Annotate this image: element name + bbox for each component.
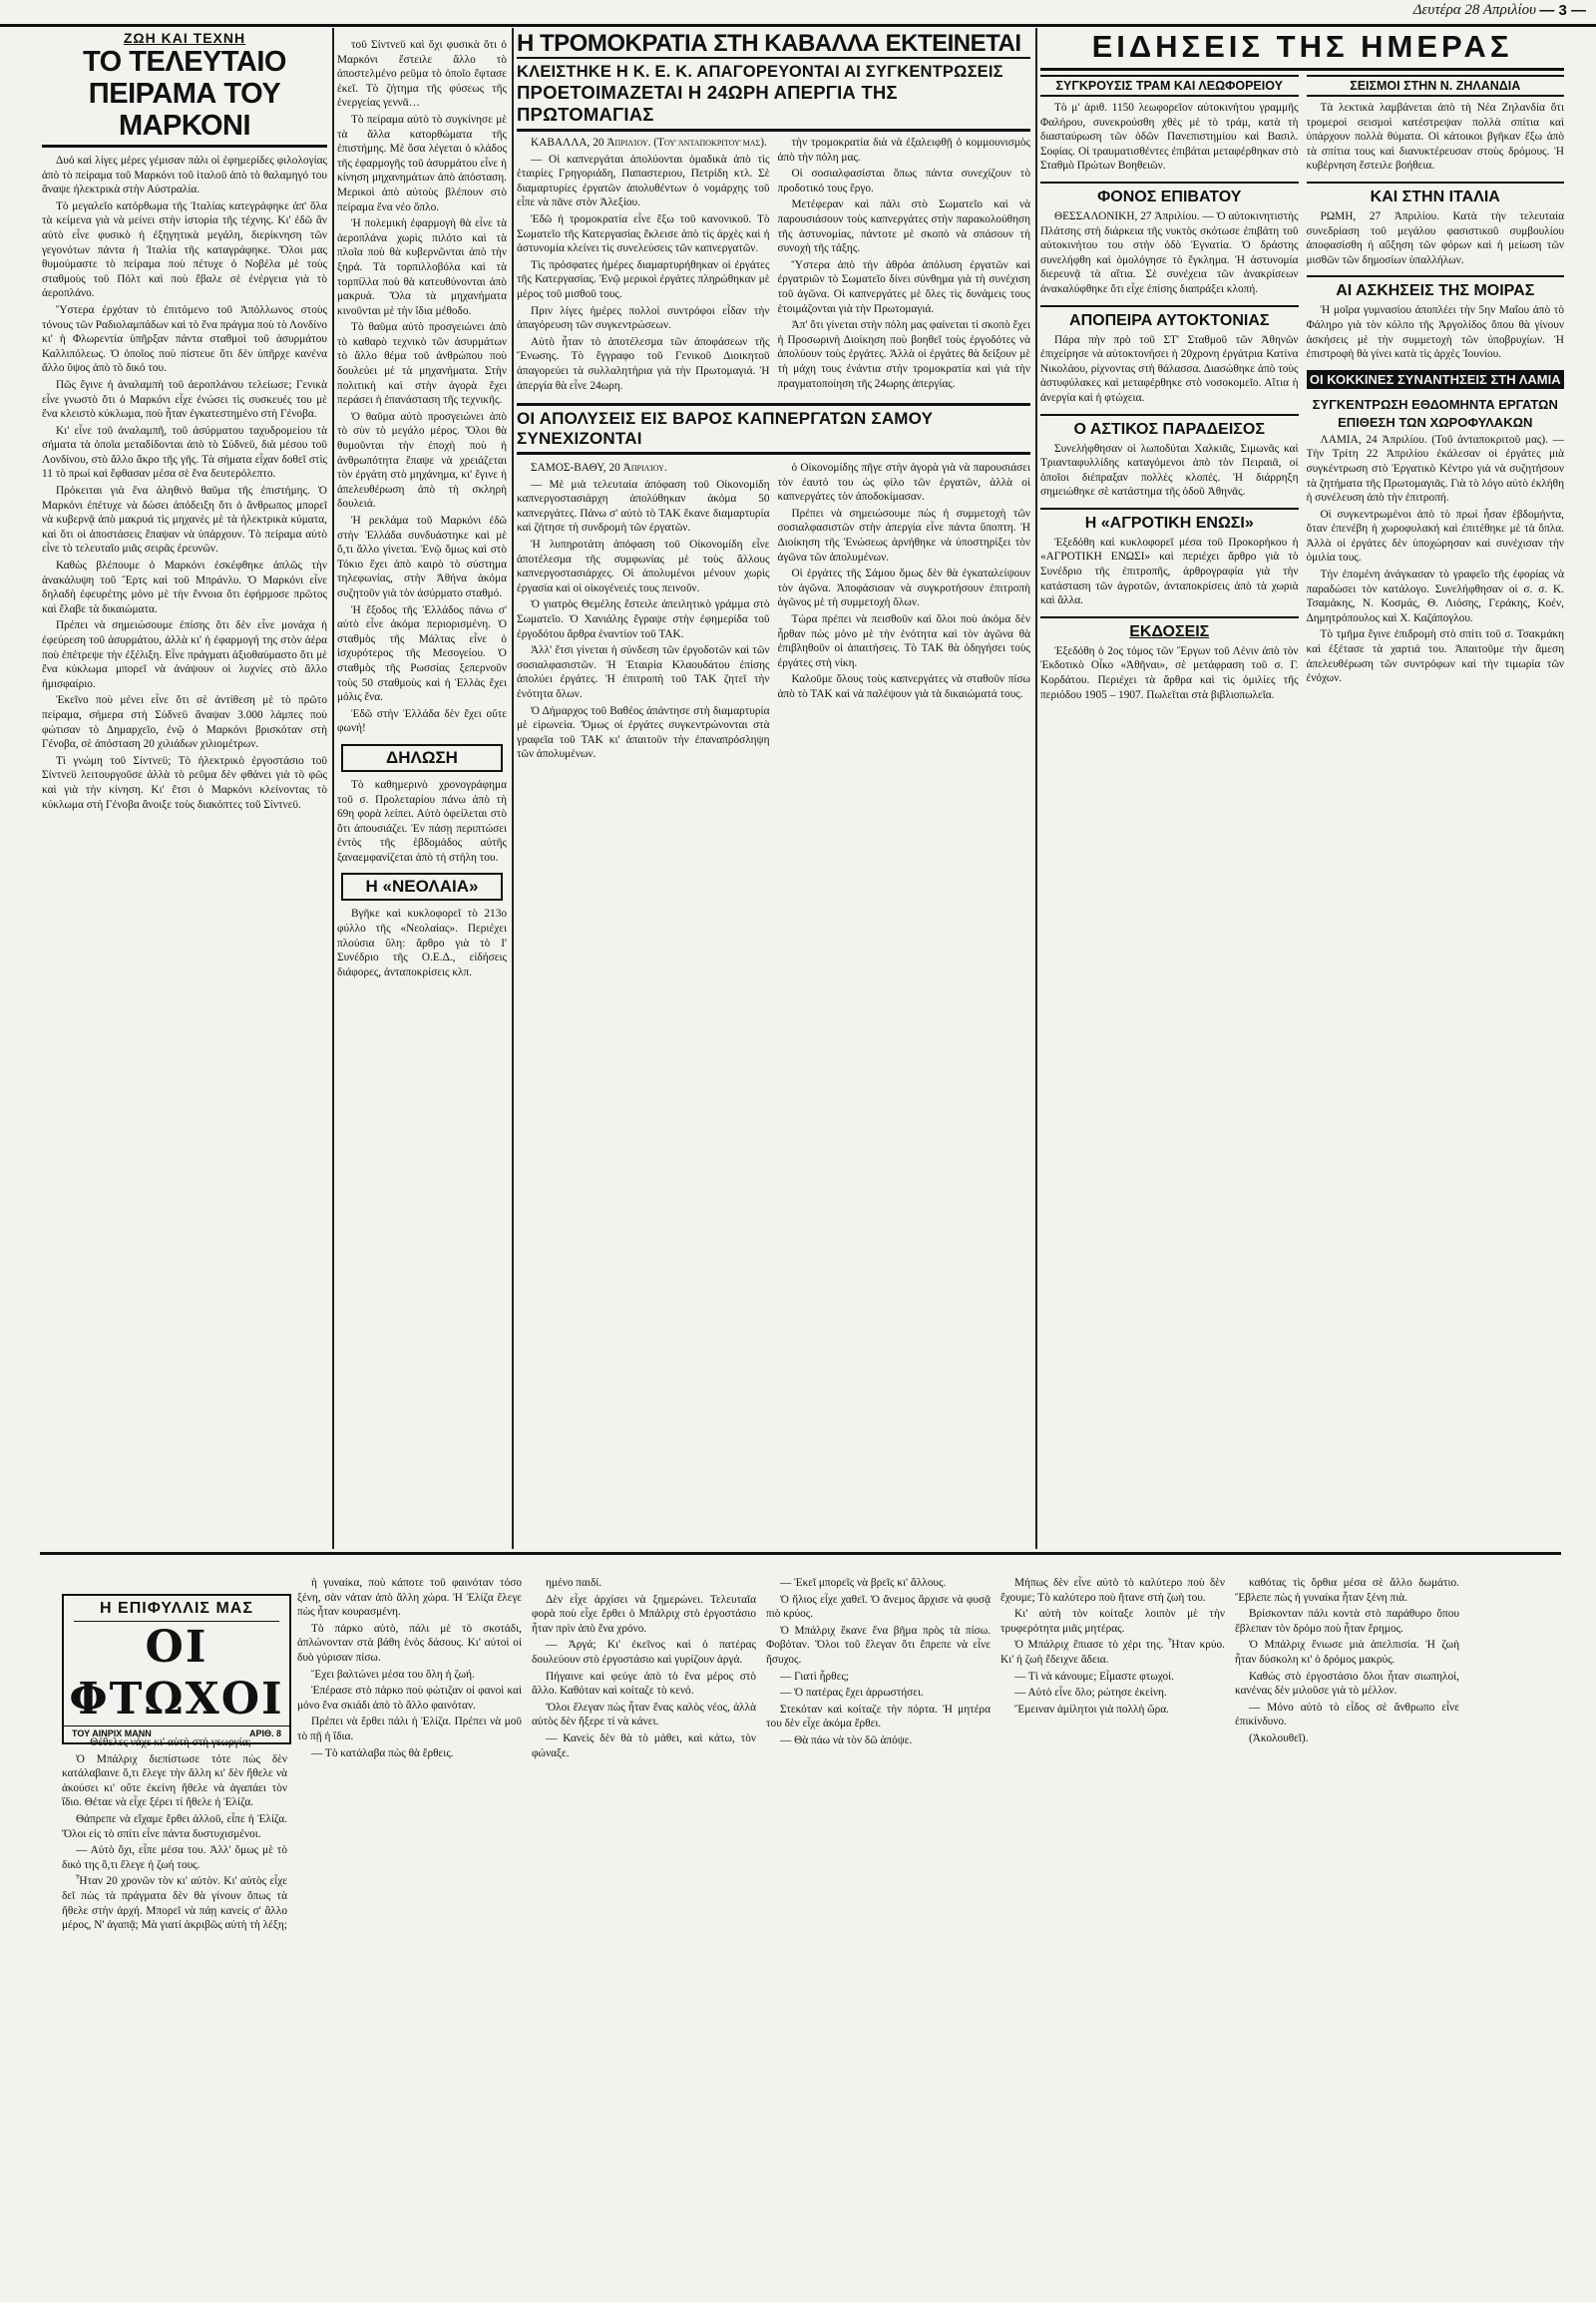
article-paragraph: Ἡ ἔξοδος τῆς Ἑλλάδος πάνω σ' αὐτὸ εἶνε ἀκόμα περιορισμένη. Ὁ σταθμὸς τῆς Μάλτας εἶνε ὁ ἰσχυρότερος τῆς Μεσογείου. Ὁ σταθμὸς τῆς Ρωσσίας ξεπερνοῦν τοὺς 50 σταθμοὺς καὶ ἡ Ἑλλὰς ἔχει μόλις ἕνα. [337, 603, 507, 704]
feuilleton-column [766, 1576, 991, 2274]
feuilleton-paragraph: Ὁ Μπάλριχ ἔνιωσε μιὰ ἀπελπισία. Ἡ ζωὴ ἦταν δύσκολη κι' ὁ δρόμος μακρύς. [1235, 1639, 1459, 1666]
header-date: Δευτέρα 28 Απριλίου [1412, 2, 1536, 18]
article-body [517, 136, 1030, 395]
article-paragraph: Πρέπει νὰ σημειώσουμε ἐπίσης ὅτι δὲν εἶνε μονάχα ἡ ἐφεύρεση τοῦ ἀσυρμάτου, ἀλλὰ κι' ἡ ἐφαρμογή της στὸν ἀέρα ποὺ ἐπέτρεψε τὴν ἐξέλιξη. Εἶνε πράγματι ἀξιοθαύμαστο ὅτι μὲ ἕνα κύκλωμα μπορεῖ νὰ ἀνάψουν οἱ λυχνίες στὸ ἄλλο ἡμισφαίριο. [42, 619, 327, 690]
dateline: ΚΑΒΑΛΛΑ, 20 Ἀπριλίου. (Τοῦ ἀνταποκριτοῦ μας). [531, 137, 767, 149]
feuilleton-paragraph: Καθώς στὸ ἐργοστάσιο ὅλοι ἦταν σιωπηλοί, κανένας δὲν μιλοῦσε γιὰ τὸ μέλλον. [1235, 1670, 1459, 1698]
article-paragraph: Ἡ πολεμικὴ ἐφαρμογὴ θὰ εἶνε τὰ ἀεροπλάνα χωρὶς πιλότο καὶ τὰ πλοῖα ποὺ θὰ κυβερνῶνται ἀπὸ τὴν ξηρά. Τὰ τορπιλλοβόλα καὶ τὰ τορπίλλα ποὺ θὰ κατευθύνονται ἀπὸ μακρυά. Ὅλα τὰ μηχανήματα κινοῦνται μὲ τὴν ἴδια μέθοδο. [337, 217, 507, 317]
news-text: Τὰ λεκτικὰ λαμβάνεται ἀπὸ τὴ Νέα Ζηλανδία ὅτι τρομεροὶ σεισμοὶ κατέστρεψαν πολλὰ σπίτια καὶ ὑπάρχουν πολλὰ θύματα. Οἱ κάτοικοι βγῆκαν ἔξω ἀπὸ τὰ σπίτια τους καὶ διανυκτέρευσαν στοὺς δρόμους. Ἡ κυβέρνηση ἔστειλε βοήθεια. [1306, 102, 1564, 173]
feuilleton-paragraph: — Γιατὶ ἦρθες; [780, 1670, 849, 1683]
feuilleton-paragraph: Πήγαινε καὶ φεύγε ἀπὸ τὸ ἕνα μέρος στὸ ἄλλο. Καθόταν καὶ κοίταζε τὸ κενό. [532, 1670, 756, 1698]
column-rule [512, 28, 514, 1549]
article-paragraph: Πριν λίγες ἡμέρες πολλοὶ συντρόφοι εἶδαν τὴν ἀπαγόρευση τῶν συγκεντρώσεων. [517, 304, 770, 332]
article-paragraph: Ἐκεῖνο ποὺ μένει εἶνε ὅτι σὲ ἀντίθεση μὲ τὸ πρῶτο πείραμα, σήμερα στὴ Σύδνεϋ ἄναψαν 3.000 λάμπες ποὺ φώτισαν τὸ Δημαρχεῖο, ἐνῷ ὁ Μαρκόνι βρισκόταν στὴ Γένοβα, σὲ ἀπόσταση 20 χιλιάδων χιλιομέτρων. [42, 694, 327, 751]
news-text: Ἡ μοῖρα γυμνασίου ἀποπλέει τὴν 5ην Μαΐου ἀπὸ τὸ Φάληρο γιὰ τὸν κόλπο τῆς Ἀργολίδος ὅπου θὰ γίνουν ἀσκήσεις μὲ τὴν συμμετοχὴ τῶν ὑποβρυχίων. Ἡ ἐπιστροφὴ θὰ γίνει κατὰ τὶς ἀρχὲς Ἰουνίου. [1306, 304, 1564, 361]
feuilleton-paragraph: Πρέπει νὰ ἔρθει πάλι ἡ Ἐλίζα. Πρέπει νὰ μοῦ τὸ πῇ ἡ ἴδια. [297, 1716, 522, 1742]
article-paragraph: τοῦ Σίντνεϋ καὶ ὄχι φυσικὰ ὅτι ὁ Μαρκόνι ἔστειλε ἄλλο τὸ ἀποστελμένο ρεῦμα τὸ ὁποῖο ἔφτασε ἐκεῖ. Τὸ ζήτημα τῆς φύσεως τῆς ἐνεργείας γεννᾶ… [337, 39, 507, 110]
article-paragraph: Ἀπ' ὅτι γίνεται στὴν πόλη μας φαίνεται τὶ σκοπὸ ἔχει ἡ Προσωρινὴ Διοίκηση ποὺ βοηθεῖ τοὺς ἐργοδότες νὰ ἀπολύουν τοὺς ἐργάτες. Ἀλλὰ οἱ ἐργάτες θὰ δείξουν μὲ τὴ μάχη τους ἐνάντια στὴν τρομοκρατία καὶ γιὰ τὴν πραγματοποίηση τῆς 24ωρης ἀπεργίας. [777, 319, 1030, 390]
feuilleton-paragraph: Ὅλοι ἔλεγαν πὼς ἦταν ἕνας καλὸς νέος, ἀλλὰ αὐτὸς δὲν ἤξερε τί νὰ κάνει. [532, 1701, 756, 1728]
article-paragraph: — Μὲ μιὰ τελευταία ἀπόφαση τοῦ Οἰκονομίδη καπνεργοστασιάρχη ἀπολύθηκαν ἀκόμα 50 καπνεργάτες. Πάνω σ' αὐτὸ τὸ ΤΑΚ ἔκανε διαμαρτυρία καὶ ζήτησε τὴ συνδρομὴ τῶν ἐργατῶν. [517, 478, 770, 535]
feuilleton-paragraph: — Θέθελες νἆχε κι' αὐτὴ στὴ γεωργία; [76, 1736, 251, 1748]
article-subheadline: ΚΛΕΙΣΤΗΚΕ Η Κ. Ε. Κ. ΑΠΑΓΟΡΕΥΟΝΤΑΙ ΑΙ ΣΥΓΚΕΝΤΡΩΣΕΙΣ [517, 57, 1030, 82]
dateline: ΣΑΜΟΣ-ΒΑΘΥ, 20 Ἀπριλίου. [531, 462, 667, 475]
feuilleton-paragraph: — Αὐτὸ εἶνε ὅλο; ρώτησε ἐκείνη. [1014, 1687, 1167, 1700]
news-heading: ΕΠΙΘΕΣΗ ΤΩΝ ΧΩΡΟΦΥΛΑΚΩΝ [1338, 414, 1533, 430]
news-heading: ΑΠΟΠΕΙΡΑ ΑΥΤΟΚΤΟΝΙΑΣ [1040, 305, 1299, 330]
feuilleton-paragraph: Κι' αὐτὴ τὸν κοίταξε λοιπὸν μὲ τὴν τρυφερότητα μιᾶς μητέρας. [1000, 1608, 1225, 1635]
page-header [0, 0, 1596, 27]
article-marconi-continued [337, 38, 507, 1564]
article-subheadline: ΠΡΟΕΤΟΙΜΑΖΕΤΑΙ Η 24ΩΡΗ ΑΠΕΡΓΙΑ ΤΗΣ ΠΡΩΤΟΜΑΓΙΑΣ [517, 82, 1030, 132]
news-heading: ΑΙ ΑΣΚΗΣΕΙΣ ΤΗΣ ΜΟΙΡΑΣ [1307, 275, 1565, 300]
news-of-the-day [1040, 30, 1564, 1556]
article-paragraph: Ἡ λυπηροτάτη ἀπόφαση τοῦ Οἰκονομίδη εἶνε ἀποτέλεσμα τῆς συμφωνίας μὲ τοὺς ἄλλους καπνεργοστασιάρχες. Οἱ ἀπολυμένοι μένουν χωρὶς ἐργασία καὶ οἱ οἰκογένειές τους πεινοῦν. [517, 539, 770, 594]
article-paragraph: Μετέφεραν καὶ πάλι στὸ Σωματεῖο καὶ νὰ παρουσιάσουν τοὺς καπνεργάτες στὴν παρακολούθηση τῆς ἀστυνομίας, πάντοτε μὲ σκοπὸ νὰ σπάσουν τὴ συνοχὴ τῆς τάξης. [777, 198, 1030, 255]
feuilleton-paragraph: ἡ γυναίκα, ποὺ κάποτε τοῦ φαινόταν τόσο ξένη, σὰν νάταν ἀπὸ ἄλλη χώρα. Ἡ Ἐλίζα ἔλεγε πὼς ἦταν κουρασμένη. [297, 1577, 522, 1619]
column-rule [332, 28, 334, 1549]
article-paragraph: Ὕστερα ἀπὸ τὴν ἀθρόα ἀπόλυση ἐργατῶν καὶ ἐργατριῶν τὸ Σωματεῖο δίνει σύνθημα γιὰ τὴ συνέχιση τοῦ ἀγῶνα. Οἱ καπνεργάτες μὲ ὅλες τὶς δυνάμεις τους ἑτοιμάζονται γιὰ τὴν Πρωτομαγιά. [777, 258, 1030, 315]
feuilleton-paragraph: Ὁ Μπάλριχ ἔπιασε τὸ χέρι της. Ἦταν κρύο. Κι' ἡ ζωὴ ἔδειχνε ἄδεια. [1000, 1639, 1225, 1666]
article-paragraph: Ἀλλ' ἔτσι γίνεται ἡ σύνδεση τῶν ἐργοδοτῶν καὶ τῶν σοσιαλφασιστῶν. Ἡ Ἑταιρία Κλαουδάτου ἐπίσης ἀπολύει ἐργάτες. Ἡ ἐπιτροπὴ τοῦ ΤΑΚ ζητεῖ τὴν ἐνότητα ὅλων. [517, 644, 770, 700]
article-paragraph: Τὶς πρόσφατες ἡμέρες διαμαρτυρήθηκαν οἱ ἐργάτες τῆς Κατεργασίας. Ἐνῷ μερικοὶ ἐργάτες πληρώθηκαν μὲ μέρος τοῦ μισθοῦ τους. [517, 258, 770, 300]
feuilleton-paragraph: καθότας τὶς ὄρθια μέσα σὲ ἄλλο δωμάτιο. Ἔβλεπε πὼς ἡ γυναίκα ἦταν ξένη πιὰ. [1235, 1577, 1459, 1604]
article-paragraph: Ἡ ρεκλάμα τοῦ Μαρκόνι ἐδῶ στὴν Ἑλλάδα συνδυάστηκε καὶ μὲ ὅ,τι ἄλλο γίνεται. Ἐνῷ ὅμως καὶ στὸ Τόκιο ἔχει ἀπὸ καιρὸ τὸ σύστημα τηλεφωνίας, στὴν Ἀθήνα ἀκόμα συζητοῦν γιὰ τὸν ἀσύρματο σταθμό. [337, 515, 507, 599]
article-marconi [42, 30, 327, 1556]
article-paragraph: Οἱ σοσιαλφασίσται ὅπως πάντα συνεχίζουν τὸ προδοτικό τους ἔργο. [777, 168, 1030, 194]
article-paragraph: Ὁ Δήμαρχος τοῦ Βαθέος ἀπάντησε στὴ διαμαρτυρία μὲ εἰρωνεία. Ὅμως οἱ ἐργάτες συγκεντρώνονται στὰ γραφεῖα τοῦ ΤΑΚ κι' ἀπαιτοῦν τὴν ἐπαναπρόσληψη τῶν ἀπολυμένων. [517, 704, 770, 761]
feuilleton-author: ΤΟΥ ΑΙΝΡΙΧ ΜΑΝΝ [72, 1728, 152, 1738]
feuilleton-column [1000, 1576, 1225, 2274]
feuilleton-paragraph: Δὲν εἶχε ἀρχίσει νὰ ξημερώνει. Τελευταῖα φορὰ ποὺ εἶχε ἔρθει ὁ Μπάλριχ στὸ ἐργοστάσιο ἦταν πρὶν ἀπὸ ἕνα χρόνο. [532, 1593, 756, 1635]
news-text: Τὴν ἐπομένη ἀνάγκασαν τὸ γραφεῖο τῆς ἐφορίας νὰ παραδώσει τὸν κατάλογο. Συνελήφθησαν οἱ σ. σ. Κ. Τσαμάκης, Ν. Κοσμάς, Θ. Λιόσης, Γεράκης, Κοέν, Δημητρόπουλος καὶ Χ. Καζάπογλου. [1306, 569, 1564, 624]
news-text: Τὸ μ' ἀριθ. 1150 λεωφορεῖον αὐτοκινήτου γραμμῆς Φαλήρου, συνεκρούσθη χθὲς μὲ τὸ τράμ, κατὰ τὴ διασταύρωση τῶν ὁδῶν Πανεπιστημίου καὶ Βασιλ. Σοφίας. Οἱ τραυματισθέντες ἐπιβάται μεταφέρθηκαν στὸ Σταθμὸ Πρώτων Βοηθειῶν. [1040, 102, 1299, 173]
declaration-heading: ΔΗΛΩΣΗ [341, 744, 503, 772]
feuilleton-title-box [62, 1594, 291, 1744]
news-text: ΘΕΣΣΑΛΟΝΙΚΗ, 27 Ἀπριλίου. — Ὁ αὐτοκινητιστὴς Πλάτσης στὴ διάρκεια τῆς νυκτὸς σκότωσε ἐπιβάτη τοῦ αὐτοκινήτου του στὴν ὁδὸ Ἐγνατία. Ὁ δράστης συνελήφθη καὶ ὁμολόγησε τὸ ἔγκλημα. Ἡ ἀστυνομία διερευνᾷ τὰ αἴτια. Σὲ συνέχεια τῶν ἀνακρίσεων ἀνακαλύφθηκε ὅτι εἶχε ἐπίσης διαπράξει κλοπή. [1040, 209, 1299, 295]
feuilleton-number: ΑΡΙΘ. 8 [248, 1728, 281, 1738]
article-paragraph: Κι' εἶνε τοῦ ἀναλαμπῆ, τοῦ ἀσύρματου ταχυδρομείου τὰ σήματα τὰ ὁποῖα μεταδίδονται ἀπὸ τὸ Σύδνεϋ, διὰ μέσου τοῦ Λονδίνου, στὸ ἄλλο ἄκρο τῆς γῆς. Τὰ σήματα εἶχαν δοθεῖ στὶς 11 τὸ πρωί καὶ ἔφθασαν μέσα σὲ ἕνα δευτερόλεπτο. [42, 424, 327, 481]
column-rule [1035, 28, 1037, 1549]
article-paragraph: Ὕστερα ἐρχόταν τὸ ἐπιτόμενο τοῦ Ἀπόλλωνος στοὺς τόνους τῶν Ραδιολαμπάδων καὶ τὸ ἕνα πράγμα ποὺ τὸ Λονδίνο κι' ἡ Φλωρεντία ὑπῆρξαν πάντα σταθμοὶ τοῦ ἀσυρμάτου Καλλιπόλεως. Ὁ ὁποῖος ποὺ πίστευε ὅτι δὲν ὑπῆρχε κανένα ἄλλο ὕψος ἀπὸ τὸ δικό του. [42, 303, 327, 375]
news-column-left [1040, 75, 1299, 704]
feuilleton-title: ΟΙ ΦΤΩΧΟΙ [69, 1622, 284, 1725]
feuilleton-paragraph: Ἔχει βαλτώνει μέσα του ὅλη ἡ ζωή. [311, 1668, 475, 1681]
article-paragraph: Ὁ θαῦμα αὐτὸ προσγειώνει ἀπὸ τὸ σὺν τὸ μεγάλο μέρος. Ὅλοι θὰ θυμοῦνται τὴν ἐποχὴ ποὺ ἡ ἀνθρωπότητα ἔπαψε νὰ χρειάζεται τὸν ἐργάτη στὸ μηχάνημα, κι' ἔγινε ἡ ἀπελευθέρωση ἀπὸ τὴ σκληρὴ δουλειά. [337, 410, 507, 511]
article-paragraph: Ὁ γιατρὸς Θεμέλης ἔστειλε ἀπειλητικὸ γράμμα στὸ Σωματεῖο. Ὁ Χανιάλης ἔγραψε στὴν ἐφημερίδα τοῦ ἐργοδότου ἄρθρα ἐναντίον τοῦ ΤΑΚ. [517, 598, 770, 640]
article-paragraph: Τὸ πείραμα αὐτὸ τὸ συγκίνησε μὲ τὰ ἄλλα κατορθώματα τῆς ἐπιστήμης. Μὲ ὅσα λέγεται ὁ κλάδος τῆς ἐφαρμογῆς τοῦ ἀσυρμάτου εἶνε ἡ κίνηση μηχανημάτων ἀπὸ ἀπόσταση. Μερικοὶ ἀπὸ αὐτοὺς βλέπουν στὸ πείραμα ἕνα νέο ὅπλο. [337, 113, 507, 213]
feuilleton-paragraph: — Ὁ πατέρας ἔχει ἀρρωστήσει. [780, 1687, 924, 1700]
article-paragraph: Τὸ θαῦμα αὐτὸ προσγειώνει ἀπὸ τὸ καθαρὸ τεχνικὸ τῶν ἀσυρμάτων τὸ ἄλλο θέμα τοῦ ἀνθρώπου ποὺ δουλεύει μὲ τὰ μηχανήματα. Στὴν πολιτικὴ καὶ στὴν ἀγορὰ ἔχει περάσει ἡ ἐπανάσταση τῆς τεχνικῆς. [337, 321, 507, 407]
news-text: Τὸ τμῆμα ἔγινε ἐπιδρομὴ στὸ σπίτι τοῦ σ. Τσακμάκη καὶ ἐξέτασε τὰ χαρτιά του. Ἀπαιτοῦμε τὴν ἄμεση ἀπελευθέρωση τῶν συντρόφων καὶ τὴν τιμωρία τῶν ἐνόχων. [1306, 628, 1564, 685]
article-paragraph: Καθὼς βλέπουμε ὁ Μαρκόνι ἐσκέφθηκε ἁπλῶς τὴν ἀνακάλυψη τοῦ Ἕρτς καὶ τοῦ Μπράνλυ. Ὁ Μαρκόνι εἶνε δηλαδὴ ἐφευρέτης μόνο μὲ τὴν ἔννοια ὅτι ἐφήρμοσε πρῶτος καὶ ἔλαβε τὰ δικαιώματα. [42, 560, 327, 615]
article-paragraph: τὴν τρομοκρατία διὰ νὰ ἐξαλειφθῇ ὁ κομμουνισμὸς ἀπὸ τὴν πόλη μας. [777, 137, 1030, 164]
article-paragraph: Καλοῦμε ὅλους τοὺς καπνεργάτες νὰ σταθοῦν πίσω ἀπὸ τὸ ΤΑΚ καὶ νὰ παλέψουν γιὰ τὰ δικαιώματά τους. [777, 673, 1030, 700]
news-column-right [1307, 75, 1565, 704]
article-paragraph: Ἐδῶ ἡ τρομοκρατία εἶνε ἔξω τοῦ κανονικοῦ. Τὸ Σωματεῖο τῆς Κατεργασίας ἔκλεισε ἀπὸ τὶς ἀρχὲς καὶ ἡ ἀστυνομία κλείνει τὶς συνελεύσεις τῶν καπνεργατῶν. [517, 212, 770, 255]
news-text: ΛΑΜΙΑ, 24 Ἀπριλίου. (Τοῦ ἀνταποκριτοῦ μας). — Τὴν Τρίτη 22 Ἀπριλίου ἐκάλεσαν οἱ ἐργάτες μιὰ συγκέντρωση στὸ Ἐργατικὸ Κέντρο γιὰ νὰ συζητήσουν τὰ ζητήματα τῆς Πρωτομαγιᾶς. Γιὰ τὸ λόγο αὐτὸ ἐκλήθη ἡ συνέλευση ἀπὸ τὴν ἐπιτροπή. [1306, 433, 1564, 505]
feuilleton-paragraph: — Ἀργά; Κι' ἐκεῖνος καὶ ὁ πατέρας δουλεύουν στὸ ἐργοστάσιο καὶ γυρίζουν ἀργά. [532, 1639, 756, 1666]
news-columns [1040, 75, 1564, 704]
news-heading: ΚΑΙ ΣΤΗΝ ΙΤΑΛΙΑ [1307, 182, 1565, 206]
article-paragraph: Δυό καὶ λίγες μέρες γέμισαν πάλι οἱ ἐφημερίδες φιλολογίας ἀπὸ τὸ πείραμα τοῦ Μαρκόνι τοῦ ἰταλοῦ ἀπὸ τὸ θαλαμηγό του ἄναψε ἠλεκτρικὰ στὴν Αὐστραλία. [42, 155, 327, 196]
article-paragraph: Πρέπει νὰ σημειώσουμε πὼς ἡ συμμετοχὴ τῶν σοσιαλφασιστῶν στὴν ἀπεργία εἶνε πάντα ὕποπτη. Ἡ Διοίκηση τῆς Ἑνώσεως ἀρνήθηκε νὰ ὑποστηρίξει τὸν ἀγῶνα τῶν ἀπολυμένων. [777, 507, 1030, 564]
feuilleton-paragraph: Ὁ Μπάλριχ διεπίστωσε τότε πὼς δὲν κατάλαβαινε ὅ,τι ἔλεγε τὴν ἄλλη κι' δὲν ἤθελε νὰ ἀκούσει κι' οὔτε ἐκείνη ἤθελε νὰ ἀγαπάει τὸν ἴδιο. Θέταε νὰ εἶχε ξέρει τί ἤθελε ἡ Ἐλίζα. [62, 1752, 287, 1809]
feuilleton-paragraph: — Τὸ κατάλαβα πὼς θὰ ἔρθεις. [311, 1746, 454, 1759]
article-paragraph: Τώρα πρέπει νὰ πεισθοῦν καὶ ὅλοι ποὺ ἀκόμα δὲν ἦρθαν πὼς μόνο μὲ τὴν ἑνότητα καὶ τὸν ἀγῶνα θὰ ἐπιβληθοῦν οἱ ἀπαιτήσεις. Τὸ ΤΑΚ θὰ ὁδηγήσει τοὺς ἐργάτες στὴ νίκη. [777, 613, 1030, 669]
feuilleton-paragraph: — Μόνο αὐτὸ τὸ εἶδος σὲ ἄνθρωπο εἶνε ἐπικίνδυνο. [1235, 1701, 1459, 1728]
feuilleton-paragraph: Θάπρεπε νὰ εἴχαμε ἔρθει ἀλλοῦ, εἶπε ἡ Ἐλίζα. Ὅλοι εἰς τὸ σπίτι εἶνε πάντα δυστυχισμένοι. [62, 1812, 287, 1840]
feuilleton-paragraph: Ἦταν 20 χρονῶν τὸν κι' αὐτὸν. Κι' αὐτὸς εἶχε δεῖ πὼς τὰ πράγματα δὲν θὰ γίνουν ὅπως τὰ ἤθελε στὴν ἀρχή. Μπορεῖ νὰ πάῃ κανεὶς σ' ἄλλο μέρος, Ν' ἀγαπᾷ; Μὰ γιατί ἀκριβῶς αὐτὴ τὴ λέξη; [62, 1875, 287, 1932]
column-kicker: ΖΩΗ ΚΑΙ ΤΕΧΝΗ [123, 30, 246, 46]
article-paragraph: — Οἱ καπνεργάται ἀπολύονται ὁμαδικὰ ἀπὸ τὶς ἑταιρίες Γρηγοριάδη, Παπαστεριου, Πετρίδη κτλ. Σὲ διαμαρτυρίες ἐργατῶν ἀπολυθέντων ὁ νομάρχης τοῦ εἶπε νὰ πᾶνε στὸν Ἀλεξίου. [517, 153, 770, 209]
news-text: Ἐξεδόθη ὁ 2ος τόμος τῶν Ἔργων τοῦ Λένιν ἀπὸ τὸν Ἐκδοτικὸ Οἶκο «Ἀθῆναι», σὲ μετάφραση τοῦ σ. Γ. Κορδάτου. Περιέχει τὰ ἄρθρα καὶ τὶς ὁμιλίες τῆς περιόδου 1905 – 1907. Πωλεῖται στὰ βιβλιοπωλεῖα. [1040, 644, 1299, 701]
feuilleton-column [532, 1576, 756, 2274]
feuilleton-paragraph: — Κανεὶς δὲν θὰ τὸ μάθει, καὶ κάτω, τὸν φώναξε. [532, 1731, 756, 1759]
feuilleton-paragraph: — Αὐτὸ ὄχι, εἶπε μέσα του. Ἀλλ' ὅμως μὲ τὸ δικό της ὅ,τι ἔλεγε ἡ ζωή τους. [62, 1844, 287, 1871]
feuilleton-kicker: Η ΕΠΙΦΥΛΛΙΣ ΜΑΣ [74, 1600, 279, 1622]
news-text: ΡΩΜΗ, 27 Ἀπριλίου. Κατὰ τὴν τελευταία συνεδρίαση τοῦ μεγάλου φασιστικοῦ συμβουλίου ἀποφασίσθη ἡ αὔξηση τῶν φόρων καὶ ἡ μείωση τῶν μισθῶν τῶν δημοσίων ὑπαλλήλων. [1306, 209, 1564, 266]
feuilleton-paragraph: Ἐπέρασε στὸ πάρκο ποὺ φώτιζαν οἱ φανοὶ καὶ μόνο ἕνα σκιάδι ἀπὸ τὸ ἄλλο φαινόταν. [297, 1685, 522, 1712]
article-headline: ΤΟ ΤΕΛΕΥΤΑΙΟ ΠΕΙΡΑΜΑ ΤΟΥ ΜΑΡΚΟΝΙ [42, 46, 327, 148]
neolaia-heading: Η «ΝΕΟΛΑΙΑ» [341, 873, 503, 901]
news-text: Οἱ συγκεντρωμένοι ἀπὸ τὸ πρωί ἦσαν ἑβδομήντα, ὅταν ἐπενέβη ἡ χωροφυλακή καὶ ἐπιτέθηκε μὲ τὰ ὅπλα. Ἀλλὰ οἱ ἐργάτες δὲν ὑποχώρησαν καὶ συνέχισαν τὴν ὁμιλία τους. [1306, 508, 1564, 565]
news-heading: Η «ΑΓΡΟΤΙΚΗ ΕΝΩΣΙ» [1040, 508, 1299, 533]
article-paragraph: Οἱ ἐργάτες τῆς Σάμου ὅμως δὲν θὰ ἐγκαταλείψουν τὸν ἀγῶνα. Ἀποφάσισαν νὰ συγκροτήσουν ἐπιτροπὴ ἀγῶνος μὲ τὴ συμμετοχὴ ὅλων. [777, 568, 1030, 609]
news-banner: ΟΙ ΚΟΚΚΙΝΕΣ ΣΥΝΑΝΤΗΣΕΙΣ ΣΤΗ ΛΑΜΙΑ [1307, 370, 1565, 389]
article-paragraph: Πῶς ἔγινε ἡ ἀναλαμπὴ τοῦ ἀεροπλάνου τελείωσε; Γενικὰ εἶνε γνωστὸ ὅτι ὁ Μαρκόνι εἶχε ἐνώσει τὶς συσκευές του μὲ ἕνα κλειστὸ κύκλωμα, ποὺ ἦταν ἐγκατεστημένο στὴ Γένοβα. [42, 378, 327, 421]
article-paragraph: ὁ Οἰκονομίδης πῆγε στὴν ἀγορὰ γιὰ νὰ παρουσιάσει τὸν ἐαυτό του ὡς φίλο τῶν ἐργατῶν, ἀλλὰ οἱ καπνεργάτες τὸν ἀποδοκίμασαν. [777, 462, 1030, 504]
feuilleton-paragraph: — Θὰ πάω νὰ τὸν δῶ ἀπόψε. [780, 1733, 913, 1746]
feuilleton-column [1235, 1576, 1459, 2274]
news-text: Ἐξεδόθη καὶ κυκλοφορεῖ μέσα τοῦ Προκορήκου ἡ «ΑΓΡΟΤΙΚΗ ΕΝΩΣΙ» καὶ περιέχει ἄρθρο γιὰ τὸ Συνέδριο τῆς ἐπιτροπῆς, ἀρθρογραφία γιὰ τὴν κατάσταση τῶν ἀγροτῶν, ἀνταποκρίσεις ἀπὸ τὰ χωριὰ καὶ ἄλλα. [1040, 536, 1299, 607]
declaration-text: Τὸ καθημερινὸ χρονογράφημα τοῦ σ. Προλεταρίου πάνω ἀπὸ τὴ 69η φορὰ λείπει. Αὐτὸ ὀφείλεται στὸ ὅτι ἀπουσιάζει. Ἐν πάσῃ περιπτώσει ἐντὸς τῆς ἑβδομάδος αὐτῆς ξαναεμφανίζεται ἀπὸ τὴ στήλη του. [337, 778, 507, 864]
feuilleton-paragraph: Τὸ πάρκο αὐτὸ, πάλι μὲ τὸ σκοτάδι, ἀπλώνονταν στὰ βάθη ἑνὸς δάσους. Κι' αὐτοὶ οἱ δυὸ γύρισαν πίσω. [297, 1622, 522, 1664]
feuilleton-column [297, 1576, 522, 2274]
article-kavala [517, 30, 1030, 1556]
article-paragraph: Πρόκειται γιὰ ἕνα ἀληθινὸ θαῦμα τῆς ἐπιστήμης. Ὁ Μαρκόνι ἐπέτυχε νὰ δώσει ἀπόδειξη ὅτι ὁ ἄνθρωπος μπορεῖ νὰ κυβερνᾷ ἀπὸ μακρυά τὶς μηχανὲς μὲ τὰ ἡλεκτρικὰ κύματα, καὶ ὅτι οἱ ἀποστάσεις ἔπαψαν νὰ ὑπάρχουν. Τὸ πείραμα αὐτὸ εἶνε τὸ τελευταῖο μιᾶς σειρᾶς ἐρευνῶν. [42, 485, 327, 556]
news-heading: ΕΚΔΟΣΕΙΣ [1040, 616, 1299, 641]
article-paragraph: Ἐδῶ στὴν Ἑλλάδα δὲν ἔχει οὔτε φωνή! [337, 707, 507, 735]
feuilleton-paragraph: — Τὶ νὰ κάνουμε; Εἶμαστε φτωχοί. [1014, 1670, 1175, 1683]
news-caption: ΣΥΓΚΡΟΥΣΙΣ ΤΡΑΜ ΚΑΙ ΛΕΩΦΟΡΕΙΟΥ [1040, 75, 1299, 97]
feuilleton-paragraph: ημένο παιδί. [546, 1577, 602, 1589]
news-text: Συνελήφθησαν οἱ λωποδύται Χαλκιᾶς, Σιμωνᾶς καὶ Τριανταφυλλίδης καταγόμενοι ἀπὸ τὸν Πειραιᾶ, οἱ ὁποῖοι διέπραξαν πολλὲς κλοπές. Ἡ διάρρηξη σημειώθηκε σὲ κατάστημα τῆς ὁδοῦ Ἀθηνᾶς. [1040, 442, 1299, 499]
news-caption: ΣΕΙΣΜΟΙ ΣΤΗΝ Ν. ΖΗΛΑΝΔΙΑ [1307, 75, 1565, 97]
section-headline: ΕΙΔΗΣΕΙΣ ΤΗΣ ΗΜΕΡΑΣ [1040, 30, 1564, 71]
neolaia-text: Βγῆκε καὶ κυκλοφορεῖ τὸ 213ο φύλλο τῆς «Νεολαίας». Περιέχει πλούσια ὕλη: ἄρθρο γιὰ τὸ Ι' Συνέδριο τῆς Ο.Ε.Δ., εἰδήσεις διάφορες, ἀνταποκρίσεις κλπ. [337, 908, 507, 978]
article-paragraph: Αὐτὸ ἦταν τὸ ἀποτέλεσμα τῶν ἀποφάσεων τῆς Ἕνωσης. Τὸ ἔγγραφο τοῦ Γενικοῦ Διοικητοῦ ἀπαγορεύει τὰ συλλαλητήρια γιὰ τὴν Πρωτομαγιά. Ἡ ἀπεργία θὰ εἶνε 24ωρη. [517, 335, 770, 392]
feuilleton-continued: (Ἀκολουθεῖ). [1249, 1731, 1309, 1744]
feuilleton-paragraph: Μήπως δὲν εἶνε αὐτὸ τὸ καλύτερο ποὺ δὲν ἔχουμε; Τὸ καλύτερο ποὺ ἤτανε στὴ ζωὴ του. [1000, 1577, 1225, 1604]
feuilleton-paragraph: Βρίσκονταν πάλι κοντὰ στὸ παράθυρο ὅπου ἔβλεπαν τὸν δρόμο ποὺ ἦταν ἔρημος. [1235, 1608, 1459, 1635]
page-number: — 3 — [1539, 2, 1586, 19]
article-paragraph: Τὶ γνώμη τοῦ Σίντνεϋ; Τὸ ἠλεκτρικὸ ἐργοστάσιο τοῦ Σίντνεϋ λειτουργοῦσε ἀλλὰ τὸ ρεῦμα δὲν φθάνει γιὰ τὸ φῶς καὶ γιὰ τὴν κίνηση. Κι' ἔτσι ὁ Μαρκόνι κλείνοντας τὸ κύκλωμα στὴ Γένοβα ἄνοιξε τοὺς διακόπτες τοῦ Σίντνεϋ. [42, 754, 327, 811]
article-headline-samos: ΟΙ ΑΠΟΛΥΣΕΙΣ ΕΙΣ ΒΑΡΟΣ ΚΑΠΝΕΡΓΑΤΩΝ ΣΑΜΟΥ ΣΥΝΕΧΙΖΟΝΤΑΙ [517, 403, 1030, 455]
feuilleton-paragraph: Ἔμειναν ἀμίλητοι γιὰ πολλὴ ὥρα. [1014, 1703, 1169, 1716]
feuilleton-paragraph: Ὁ Μπάλριχ ἔκανε ἕνα βῆμα πρὸς τὰ πίσω. Φοβόταν. Ὅλοι τοῦ ἔλεγαν ὅτι ἔπρεπε νὰ εἶνε ἤσυχος. [766, 1624, 991, 1666]
feuilleton-paragraph: Ὁ ἥλιος εἶχε χαθεῖ. Ὁ ἄνεμος ἄρχισε νὰ φυσᾷ πιὸ κρύος. [766, 1593, 991, 1621]
feuilleton-paragraph: Στεκόταν καὶ κοίταζε τὴν πόρτα. Ἡ μητέρα του δὲν εἶχε ἀκόμα ἔρθει. [766, 1703, 991, 1730]
feuilleton-column [62, 1735, 287, 2274]
article-headline: Η ΤΡΟΜΟΚΡΑΤΙΑ ΣΤΗ ΚΑΒΑΛΛΑ ΕΚΤΕΙΝΕΤΑΙ [517, 30, 1021, 57]
article-body-samos [517, 461, 1030, 764]
feuilleton-paragraph: — Ἐκεῖ μπορεῖς νὰ βρεῖς κι' ἄλλους. [780, 1577, 947, 1589]
news-heading: Ο ΑΣΤΙΚΟΣ ΠΑΡΑΔΕΙΣΟΣ [1040, 414, 1299, 439]
news-heading: ΣΥΓΚΕΝΤΡΩΣΗ ΕΘΔΟΜΗΝΤΑ ΕΡΓΑΤΩΝ [1312, 396, 1558, 412]
article-paragraph: Τὸ μεγαλεῖο κατόρθωμα τῆς Ἰταλίας κατεγράφηκε ἀπ' ὅλα τὰ κείμενα γιὰ νὰ μείνει στὴν ἱστορία τῆς τέχνης. Κι' ἐδῶ ἂν αὐτὸ εἶνε φυσικὸ ἡ ἐξηγητικὰ μεγάλη, διερίκνηση τῶν γεγονότων πάντα ἡ Ἰταλία τῆς καταγράφηκε. Ὅλοι μας θυμούμαστε τὸ πείραμα ποὺ πέτυχε ὁ Νοβέλα μὲ τοὺς σταθμοὺς τοῦ Πόλτ καὶ ποὺ ἔβαλε σὲ ἐνέργεια γιὰ τὸ ἀεροπλάνο. [42, 199, 327, 300]
news-text: Πάρα πὴν πρὸ τοῦ ΣΤ' Σταθμοῦ τῶν Ἀθηνῶν ἐπιχείρησε νὰ αὐτοκτονήσει ἡ 20χρονη ἐργάτρια Κατίνα Νικολάου, ρίχνοντας στὴ θάλασσα. Διασώθηκε ἀπὸ τοὺς ἀστυφύλακες καὶ μεταφέρθηκε στὸ νοσοκομεῖο. Αἴτια ἡ ἀνεργία καὶ ἡ φτώχεια. [1040, 333, 1299, 404]
news-heading: ΦΟΝΟΣ ΕΠΙΒΑΤΟΥ [1040, 182, 1299, 206]
